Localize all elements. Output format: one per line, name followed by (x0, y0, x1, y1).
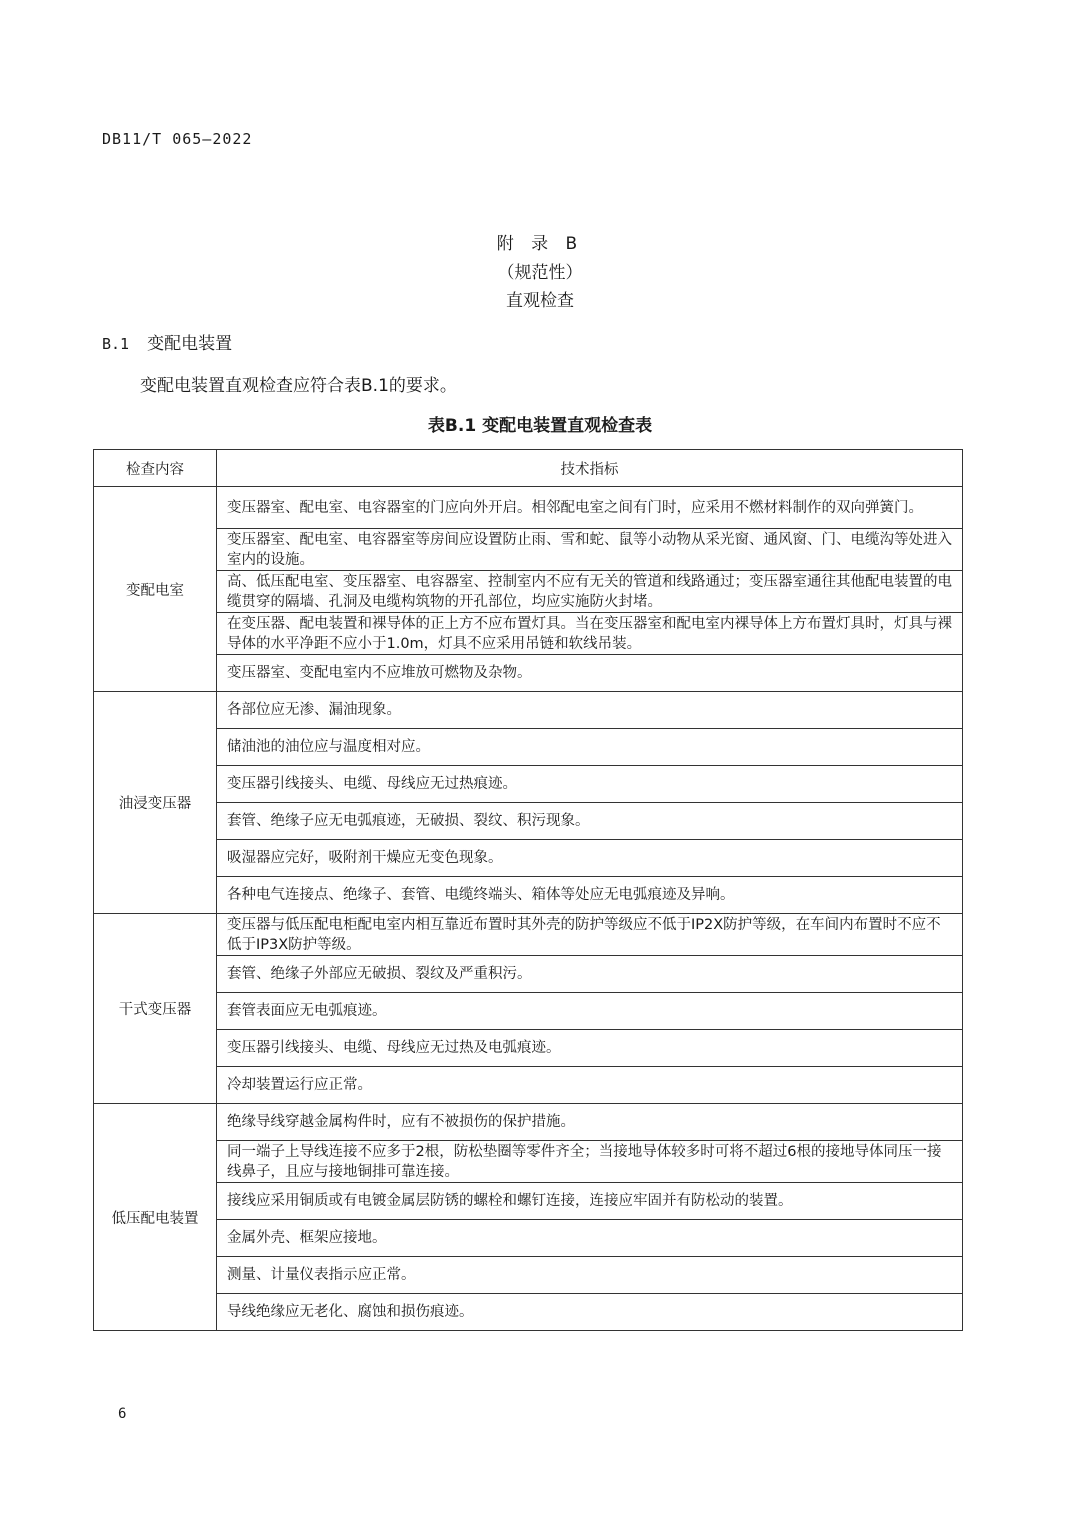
table-cell: 在变压器、配电装置和裸导体的正上方不应布置灯具。当在变压器室和配电室内裸导体上方布置灯具时，灯具与裸导体的水平净距不应小于1.0m，灯具不应采用吊链和软线吊装。 (217, 613, 963, 655)
table-cell: 变压器引线接头、电缆、母线应无过热痕迹。 (217, 766, 963, 803)
table-row (94, 877, 963, 914)
table-cell: 测量、计量仪表指示应正常。 (217, 1257, 963, 1294)
table-cell: 储油池的油位应与温度相对应。 (217, 729, 963, 766)
table-row (94, 1220, 963, 1257)
table-row (94, 1067, 963, 1104)
table-row (94, 993, 963, 1030)
category-dry-transformer: 干式变压器 (94, 914, 217, 1104)
table-row (94, 914, 963, 956)
table-cell: 金属外壳、框架应接地。 (217, 1220, 963, 1257)
table-row (94, 840, 963, 877)
table-row (94, 956, 963, 993)
appendix-title: 附 录 B (496, 234, 584, 254)
inspection-table (93, 449, 963, 1331)
table-row (94, 613, 963, 655)
table-cell: 各种电气连接点、绝缘子、套管、电缆终端头、箱体等处应无电弧痕迹及异响。 (217, 877, 963, 914)
table-cell: 冷却装置运行应正常。 (217, 1067, 963, 1104)
appendix-subject: 直观检查 (506, 291, 574, 311)
table-row (94, 729, 963, 766)
table-row (94, 1294, 963, 1331)
table-cell: 套管表面应无电弧痕迹。 (217, 993, 963, 1030)
appendix-nature: （规范性） (497, 263, 583, 283)
section-title: 变配电装置 (147, 334, 233, 354)
table-row (94, 1257, 963, 1294)
category-low-voltage: 低压配电装置 (94, 1104, 217, 1331)
table-cell: 接线应采用铜质或有电镀金属层防锈的螺栓和螺钉连接，连接应牢固并有防松动的装置。 (217, 1183, 963, 1220)
category-oil-transformer: 油浸变压器 (94, 692, 217, 914)
table-cell: 吸湿器应完好，吸附剂干燥应无变色现象。 (217, 840, 963, 877)
table-row (94, 1183, 963, 1220)
table-cell: 同一端子上导线连接不应多于2根，防松垫圈等零件齐全；当接地导体较多时可将不超过6根的接地导体同压一接线鼻子，且应与接地铜排可靠连接。 (217, 1141, 963, 1183)
section-paragraph: 变配电装置直观检查应符合表B.1的要求。 (140, 376, 457, 396)
table-cell: 变压器引线接头、电缆、母线应无过热及电弧痕迹。 (217, 1030, 963, 1067)
section-heading (102, 329, 232, 354)
table-cell: 绝缘导线穿越金属构件时，应有不被损伤的保护措施。 (217, 1104, 963, 1141)
table-cell: 套管、绝缘子应无电弧痕迹，无破损、裂纹、积污现象。 (217, 803, 963, 840)
table-cell: 各部位应无渗、漏油现象。 (217, 692, 963, 729)
category-substation-room: 变配电室 (94, 487, 217, 692)
table-cell: 变压器室、变配电室内不应堆放可燃物及杂物。 (217, 655, 963, 692)
table-row (94, 529, 963, 571)
table-row (94, 571, 963, 613)
document-code: DB11/T 065—2022 (102, 130, 253, 148)
table-cell: 导线绝缘应无老化、腐蚀和损伤痕迹。 (217, 1294, 963, 1331)
page-number: 6 (118, 1406, 127, 1422)
table-header-row (94, 450, 963, 487)
table-cell: 高、低压配电室、变压器室、电容器室、控制室内不应有无关的管道和线路通过；变压器室通往其他配电装置的电缆贯穿的隔墙、孔洞及电缆构筑物的开孔部位，均应实施防火封堵。 (217, 571, 963, 613)
table-cell: 变压器与低压配电柜配电室内相互靠近布置时其外壳的防护等级应不低于IP2X防护等级，在车间内布置时不应不低于IP3X防护等级。 (217, 914, 963, 956)
section-number: B.1 (102, 335, 130, 353)
header-technical-indicator: 技术指标 (217, 450, 963, 487)
table-row (94, 1030, 963, 1067)
table-row (94, 803, 963, 840)
table-cell: 变压器室、配电室、电容器室的门应向外开启。相邻配电室之间有门时，应采用不燃材料制作的双向弹簧门。 (217, 487, 963, 529)
table-cell: 变压器室、配电室、电容器室等房间应设置防止雨、雪和蛇、鼠等小动物从采光窗、通风窗、门、电缆沟等处进入室内的设施。 (217, 529, 963, 571)
table-cell: 套管、绝缘子外部应无破损、裂纹及严重积污。 (217, 956, 963, 993)
header-inspection-content: 检查内容 (94, 450, 217, 487)
table-row (94, 655, 963, 692)
table-row (94, 766, 963, 803)
table-row (94, 1104, 963, 1141)
table-row (94, 487, 963, 529)
table-caption: 表B.1 变配电装置直观检查表 (427, 416, 653, 436)
table-row (94, 692, 963, 729)
table-row (94, 1141, 963, 1183)
